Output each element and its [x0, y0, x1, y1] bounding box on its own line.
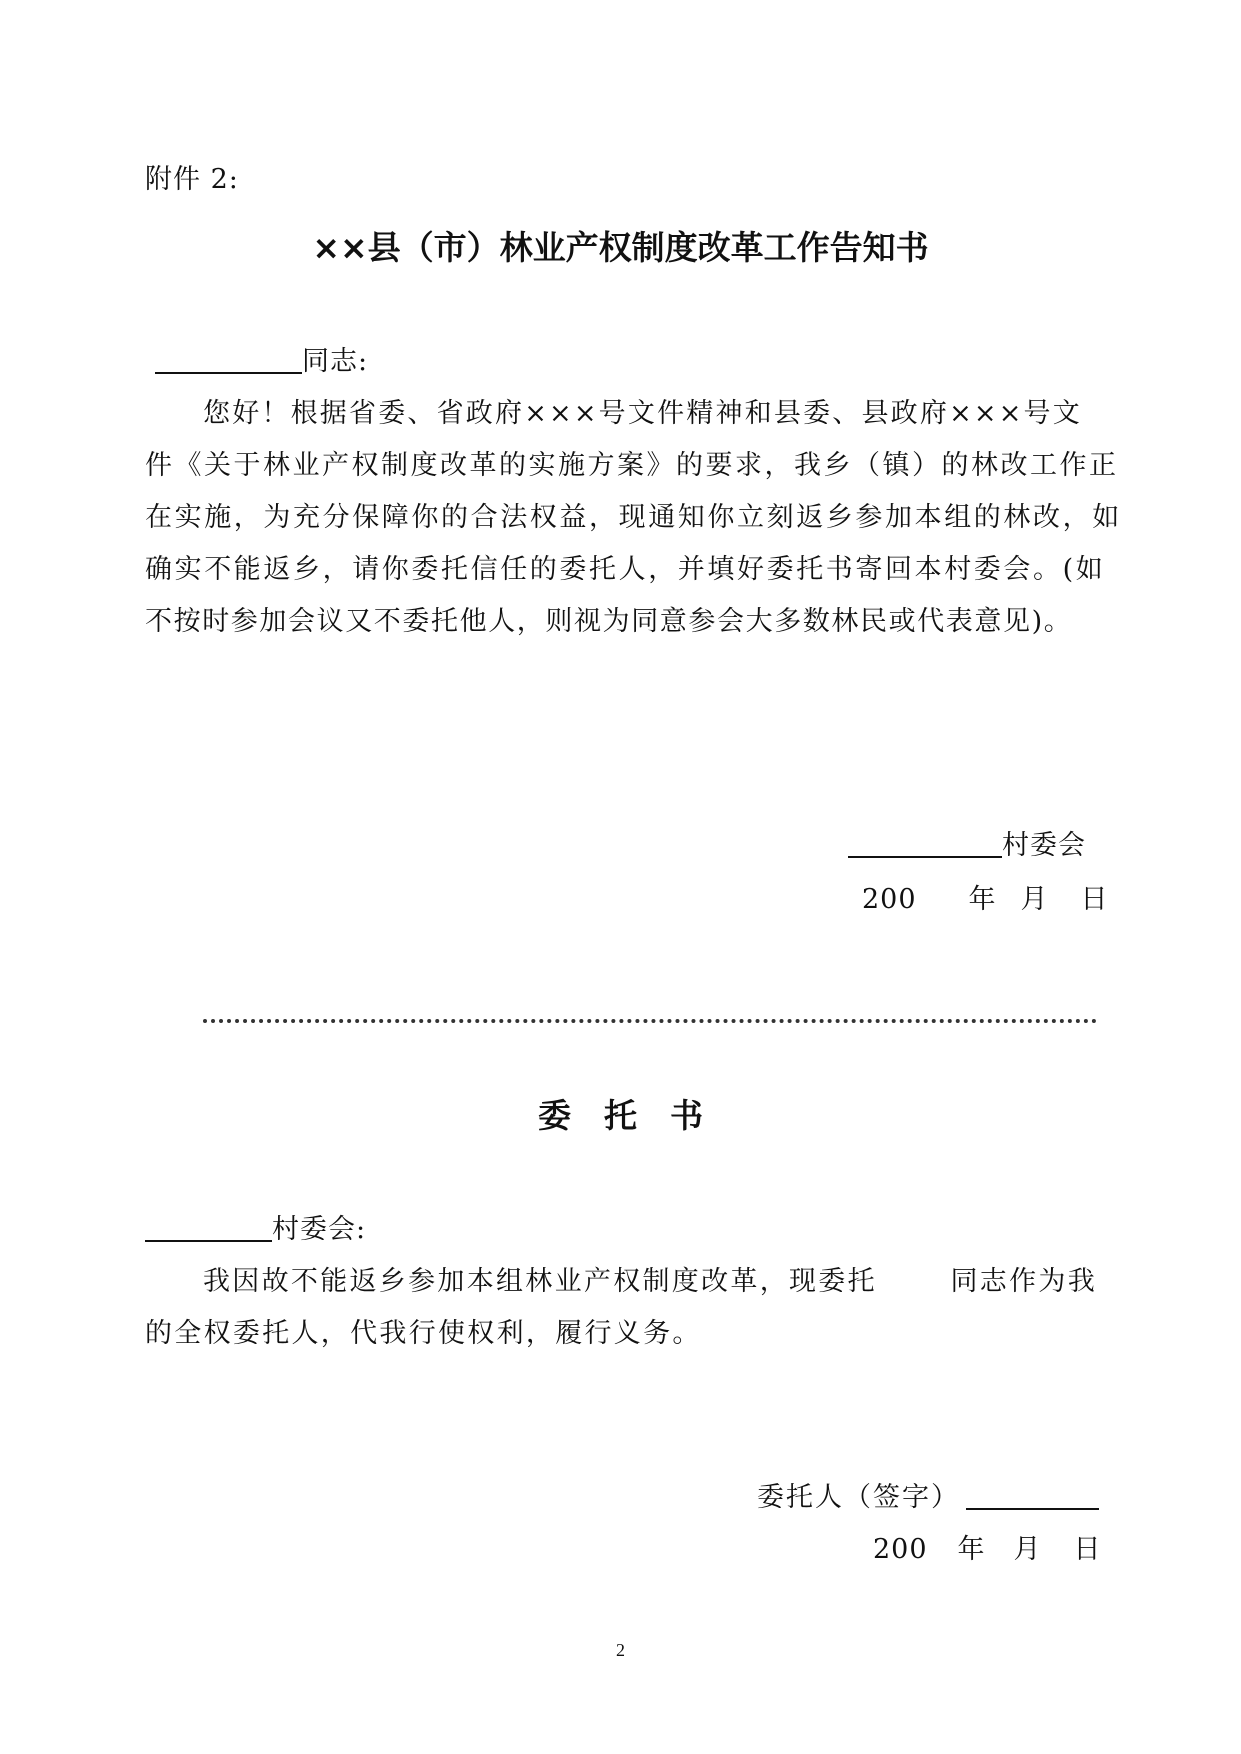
- proxy-date: [873, 1530, 1102, 1570]
- notice-body-line-5: 不按时参加会议又不委托他人，则视为同意参会大多数林民或代表意见)。: [145, 606, 1073, 637]
- proxy-title: 委 托 书: [538, 1096, 703, 1135]
- page-number: 2: [616, 1640, 625, 1660]
- proxy-date-month-unit: 月: [1013, 1534, 1042, 1565]
- notice-signature-suffix: 村委会: [1002, 830, 1086, 861]
- notice-date-year-unit: 年: [968, 884, 997, 915]
- notice-title: ××县（市）林业产权制度改革工作告知书: [312, 228, 929, 267]
- notice-body-line-1: 您好！根据省委、省政府×××号文件精神和县委、县政府×××号文: [203, 398, 1082, 429]
- notice-body-line-4: 确实不能返乡，请你委托信任的委托人，并填好委托书寄回本村委会。(如: [145, 554, 1106, 585]
- notice-date-month-unit: 月: [1020, 884, 1049, 915]
- village-name-blank[interactable]: [848, 828, 1002, 858]
- proxy-date-year-unit: 年: [957, 1534, 986, 1565]
- proxy-addressee-suffix: 村委会:: [272, 1214, 367, 1245]
- proxy-signer-label: 委托人（签字）: [757, 1482, 960, 1513]
- notice-date: [862, 880, 1109, 920]
- attachment-label: 附件 2:: [145, 164, 239, 195]
- notice-signature: [848, 826, 1086, 866]
- proxy-signer: [757, 1478, 1099, 1518]
- notice-date-year: 200: [862, 884, 917, 915]
- notice-body-line-3: 在实施，为充分保障你的合法权益，现通知你立刻返乡参加本组的林改，如: [145, 502, 1122, 533]
- proxy-body-line-1: [145, 1262, 1097, 1302]
- notice-addressee: [155, 342, 368, 382]
- notice-addressee-suffix: 同志:: [302, 346, 369, 377]
- proxy-date-day-unit: 日: [1073, 1534, 1102, 1565]
- proxy-body-line-1-start: 我因故不能返乡参加本组林业产权制度改革，现委托: [203, 1266, 877, 1297]
- cut-line-divider: [203, 1019, 1097, 1023]
- notice-body-line-2: 件《关于林业产权制度改革的实施方案》的要求，我乡（镇）的林改工作正: [145, 450, 1119, 481]
- proxy-addressee: [145, 1210, 366, 1250]
- addressee-name-blank[interactable]: [155, 344, 302, 374]
- proxy-village-blank[interactable]: [145, 1212, 272, 1242]
- proxy-signature-blank[interactable]: [966, 1480, 1099, 1510]
- proxy-body-line-1-end: 同志作为我: [950, 1266, 1097, 1297]
- notice-date-day-unit: 日: [1080, 884, 1109, 915]
- proxy-body-line-2: 的全权委托人，代我行使权利，履行义务。: [145, 1318, 702, 1349]
- proxy-date-year: 200: [873, 1534, 928, 1565]
